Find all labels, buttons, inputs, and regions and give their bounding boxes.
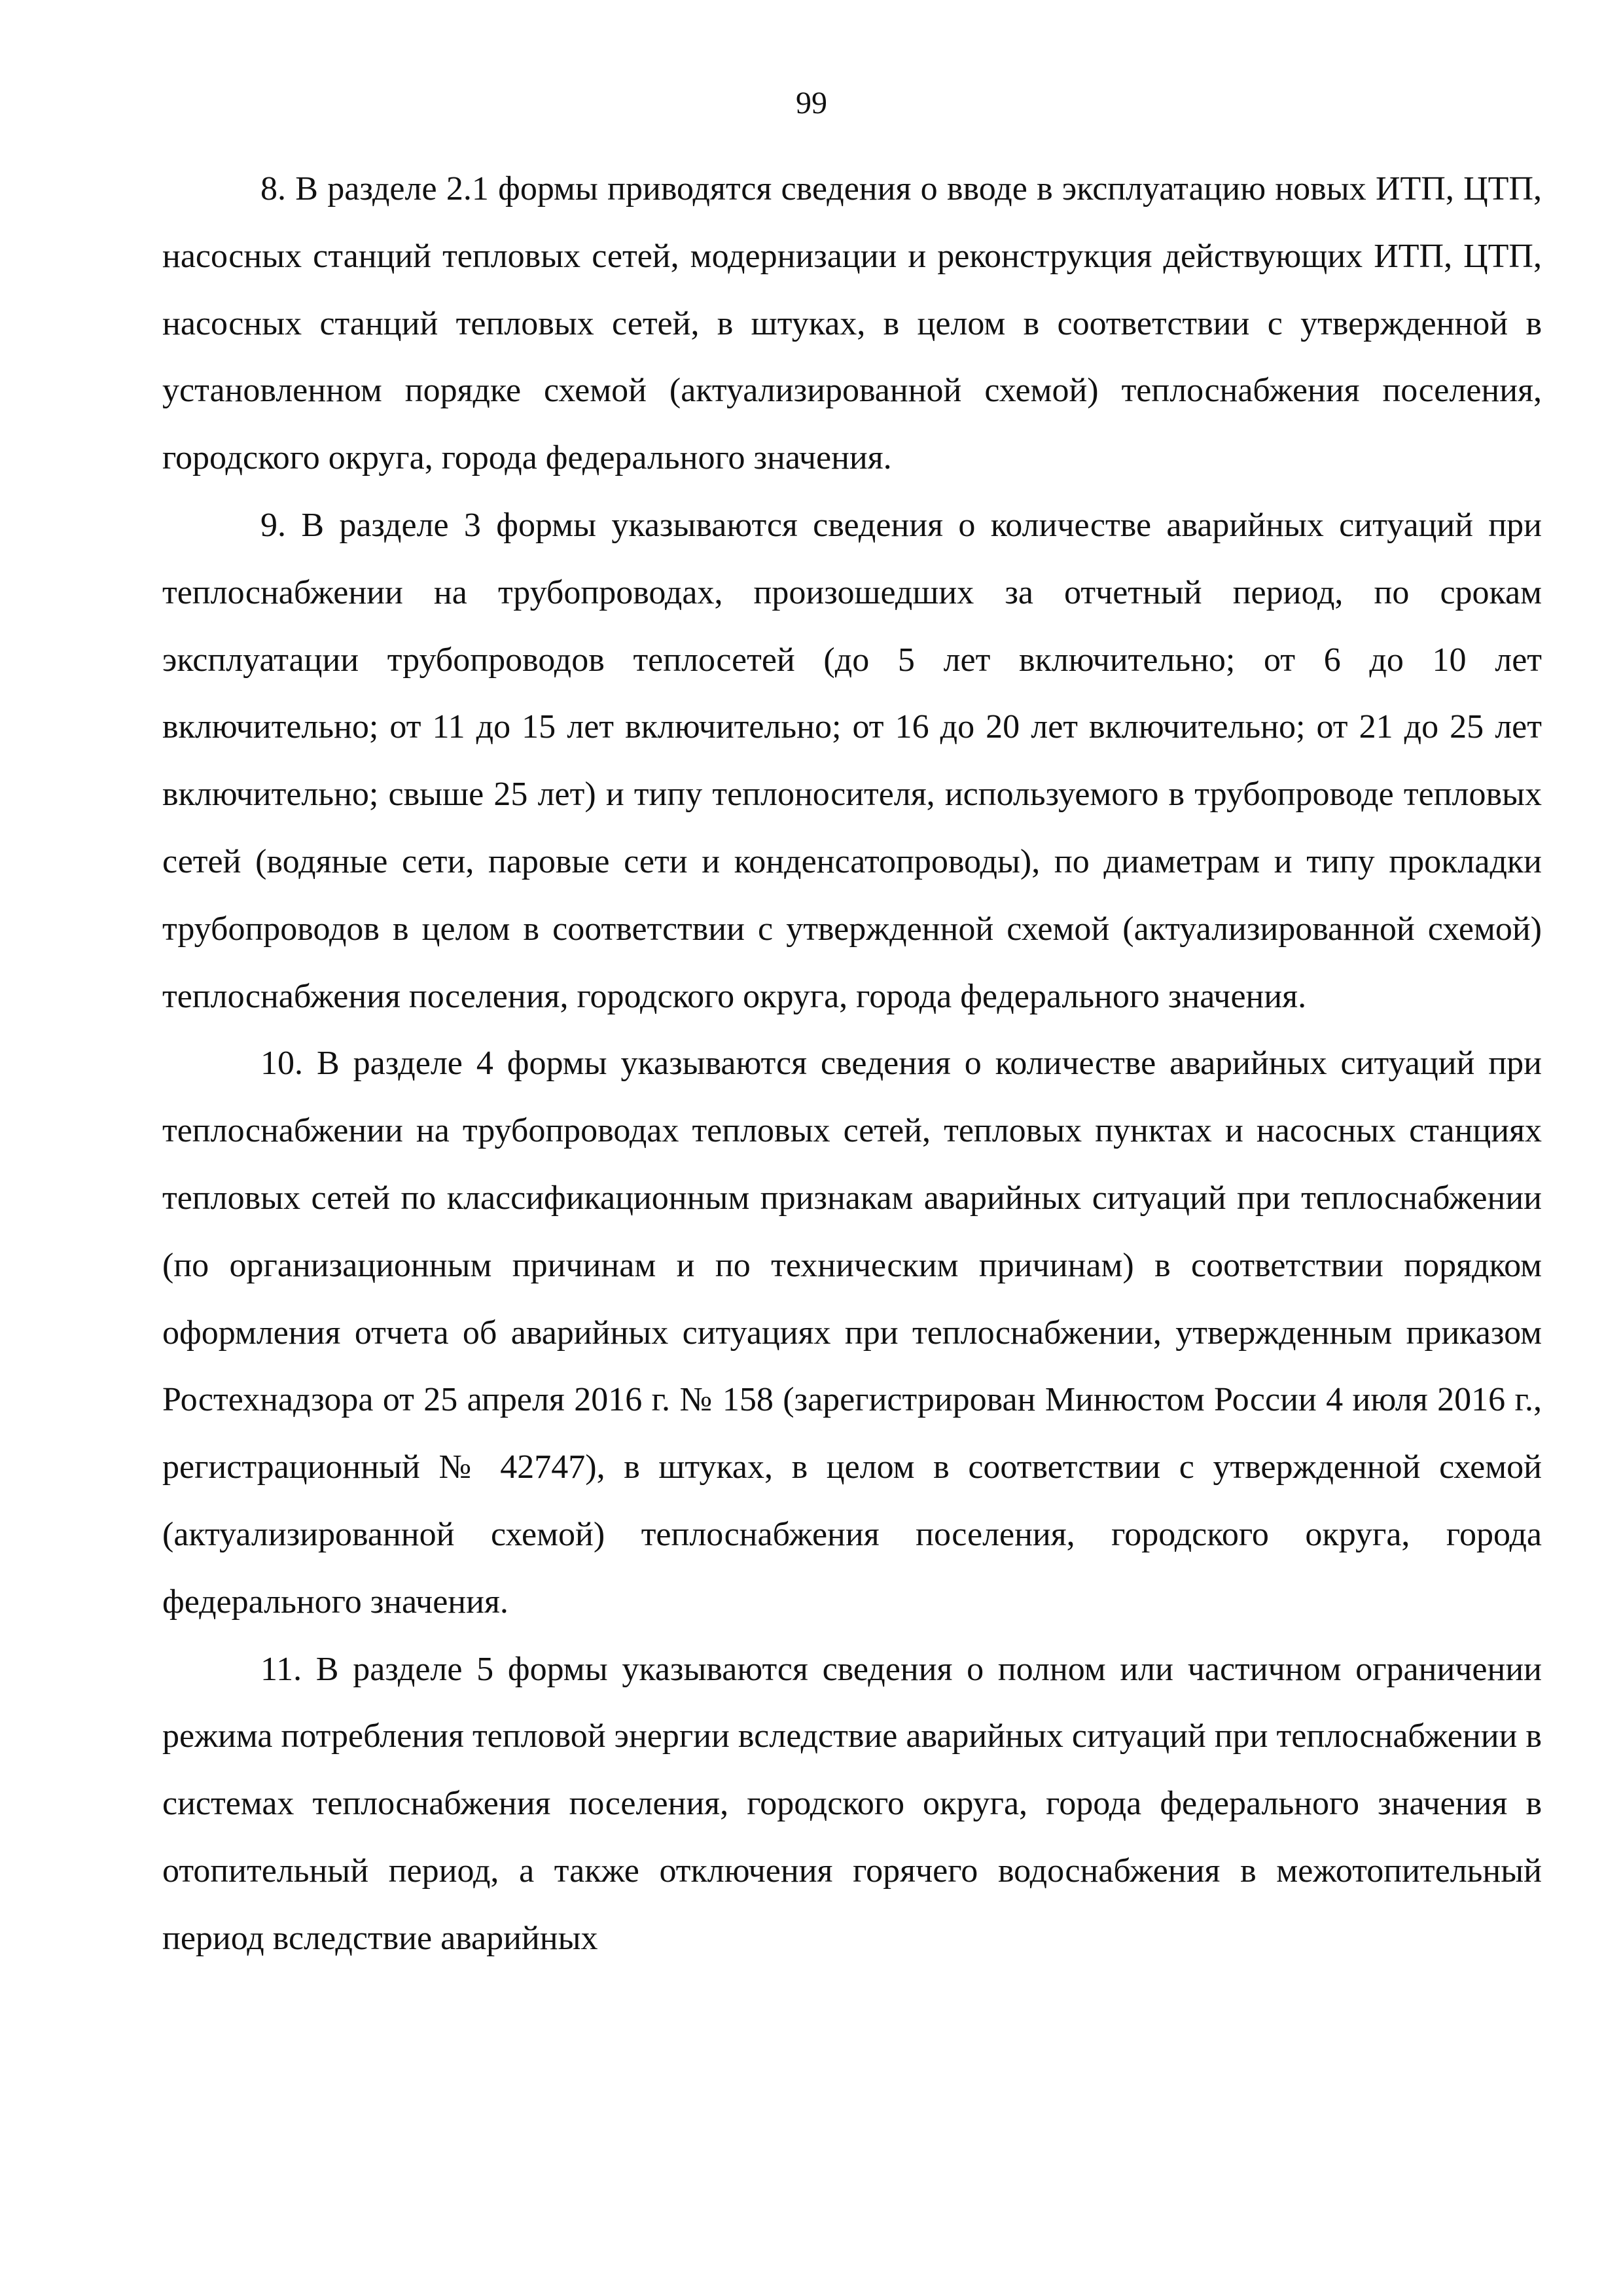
document-body xyxy=(162,156,1542,1973)
paragraph-8: 8. В разделе 2.1 формы приводятся сведения о вводе в эксплуатацию новых ИТП, ЦТП, насосных станций тепловых сетей, модернизации и реконструкция действующих ИТП, ЦТП, насосных станций тепловых сетей, в штуках, в целом в соответствии с утвержденной в установленном порядке схемой (актуализированной схемой) теплоснабжения поселения, городского округа, города федерального значения. xyxy=(162,170,1542,477)
paragraph-9: 9. В разделе 3 формы указываются сведения о количестве аварийных ситуаций при теплоснабжении на трубопроводах, произошедших за отчетный период, по срокам эксплуатации трубопроводов теплосетей (до 5 лет включительно; от 6 до 10 лет включительно; от 11 до 15 лет включительно; от 16 до 20 лет включительно; от 21 до 25 лет включительно; свыше 25 лет) и типу теплоносителя, используемого в трубопроводе тепловых сетей (водяные сети, паровые сети и конденсатопроводы), по диаметрам и типу прокладки трубопроводов в целом в соответствии с утвержденной схемой (актуализированной схемой) теплоснабжения поселения, городского округа, города федерального значения. xyxy=(162,506,1542,1015)
paragraph-11: 11. В разделе 5 формы указываются сведения о полном или частичном ограничении режима потребления тепловой энергии вследствие аварийных ситуаций при теплоснабжении в системах теплоснабжения поселения, городского округа, города федерального значения в отопительный период, а также отключения горячего водоснабжения в межотопительный период вследствие аварийных xyxy=(162,1650,1542,1957)
page-number: 99 xyxy=(796,86,827,120)
paragraph-10: 10. В разделе 4 формы указываются сведения о количестве аварийных ситуаций при теплоснабжении на трубопроводах тепловых сетей, тепловых пунктах и насосных станциях тепловых сетей по классификационным признакам аварийных ситуаций при теплоснабжении (по организационным причинам и по техническим причинам) в соответствии порядком оформления отчета об аварийных ситуациях при теплоснабжении, утвержденным приказом Ростехнадзора от 25 апреля 2016 г. № 158 (зарегистрирован Минюстом России 4 июля 2016 г., регистрационный № 42747), в штуках, в целом в соответствии с утвержденной схемой (актуализированной схемой) теплоснабжения поселения, городского округа, города федерального значения. xyxy=(162,1045,1542,1621)
